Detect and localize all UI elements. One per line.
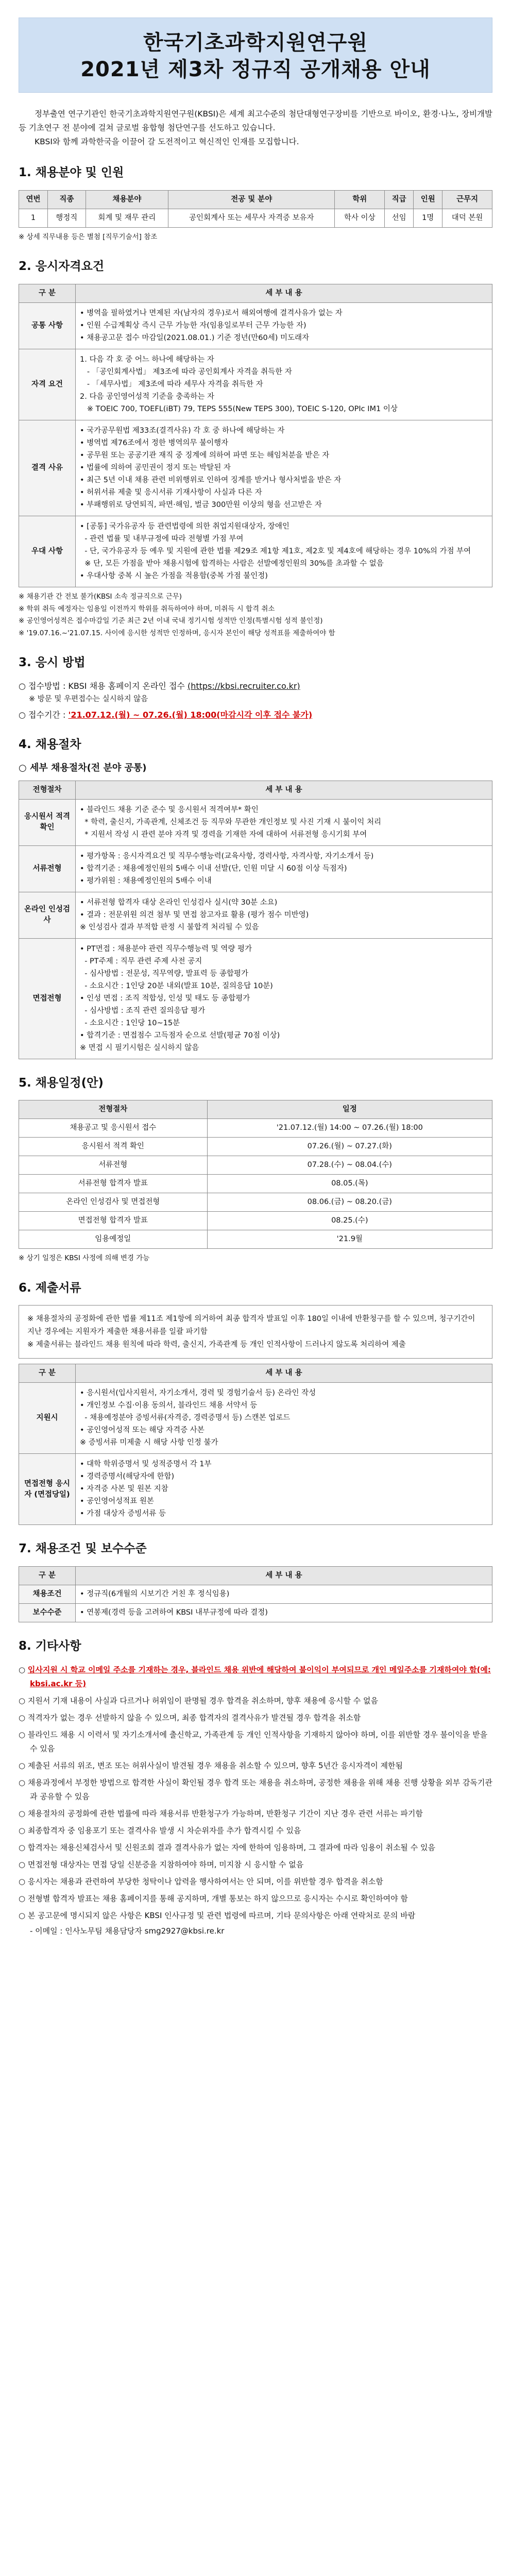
column-header: 연번: [19, 190, 48, 209]
note-line: ※ '19.07.16.~'21.07.15. 사이에 응시한 성적만 인정하며, 응시자 본인이 해당 성적표를 제출하여야 함: [19, 629, 335, 637]
column-header: 구 분: [19, 1364, 76, 1383]
row-label: 지원시: [19, 1383, 76, 1454]
detail-list: [80, 1459, 488, 1519]
list-item: • 서류전형 합격자 대상 온라인 인성검사 실시(약 30분 소요): [80, 898, 278, 907]
column-header: 근무지: [442, 190, 492, 209]
table-row: [19, 938, 492, 1059]
column-header: 전형절차: [19, 781, 76, 799]
list-item: • 병역을 필하였거나 면제된 자(남자의 경우)로서 해외여행에 결격사유가 없는 자: [80, 309, 343, 317]
table-cell: 채용공고 및 응시원서 접수: [19, 1119, 208, 1138]
table-cell: 08.05.(목): [207, 1175, 492, 1193]
list-item: - 심사방법 : 전문성, 직무역량, 발표력 등 종합평가: [80, 969, 248, 978]
row-label: 서류전형: [19, 845, 76, 892]
column-header: 전형절차: [19, 1100, 208, 1119]
table-cell: 학사 이상: [335, 209, 385, 227]
row-content: [76, 845, 492, 892]
list-item: - 관련 법률 및 내부규정에 따라 전형별 가점 부여: [80, 534, 244, 543]
table-cell: 행정직: [48, 209, 86, 227]
apply-method-label: ○ 접수방법 : KBSI 채용 홈페이지 온라인 접수: [19, 681, 185, 691]
table-cell: 1: [19, 209, 48, 227]
list-item: [19, 1759, 492, 1773]
row-label: 면접전형: [19, 938, 76, 1059]
list-item: - 단, 국가유공자 등 예우 및 지원에 관한 법률 제29조 제1항 제1호, 제2호 및 제4호에 해당하는 경우 10%의 가점 부여: [80, 547, 471, 555]
table-row: [19, 420, 492, 516]
apply-period-label: ○ 접수기간 :: [19, 709, 69, 720]
intro-paragraph-1: 정부출연 연구기관인 한국기초과학지원연구원(KBSI)은 세계 최고수준의 첨단대형연구장비를 기반으로 바이오, 환경·나노, 장비개발 등 기초연구 전 분야에 걸쳐 글로벌 융합형 첨단연구를 선도하고 있습니다.: [19, 109, 492, 133]
row-content: [76, 1383, 492, 1454]
list-item: • 병역법 제76조에서 정한 병역의무 불이행자: [80, 438, 229, 447]
item-emphasis: 입사지원 시 학교 이메일 주소를 기재하는 경우, 블라인드 채용 위반에 해당하여 불이익이 부여되므로 개인 메일주소를 기재하여야 함(예: kbsi.ac.kr 등): [27, 1665, 491, 1689]
other-notes-list: [19, 1663, 492, 1923]
column-header: 인원: [414, 190, 442, 209]
column-header: 전공 및 분야: [168, 190, 335, 209]
section-2-heading: 2. 응시자격요건: [19, 260, 105, 274]
table-cell: 면접전형 합격자 발표: [19, 1212, 208, 1230]
table-cell: 서류전형: [19, 1156, 208, 1175]
list-item: • [공통] 국가유공자 등 관련법령에 의한 취업지원대상자, 장애인: [80, 522, 289, 531]
list-item: [19, 1663, 492, 1691]
table-row: [19, 209, 492, 227]
list-item: • 법률에 의하여 공민권이 정지 또는 박탈된 자: [80, 463, 231, 472]
detail-list: [80, 944, 488, 1054]
item-text: ○ 본 공고문에 명시되지 않은 사항은 KBSI 인사규정 및 관련 법령에 따르며, 기타 문의사항은 아래 연락처로 문의 바람: [19, 1911, 416, 1921]
list-item: - 「공인회계사법」 제3조에 따라 공인회계사 자격을 취득한 자: [80, 367, 292, 376]
row-label: 온라인 인성검사: [19, 892, 76, 938]
table-cell: 07.26.(월) ~ 07.27.(화): [207, 1138, 492, 1156]
qualifications-table: [19, 284, 492, 587]
list-item: - 채용예정분야 증빙서류(자격증, 경력증명서 등) 스캔본 업로드: [80, 1414, 291, 1422]
column-header: 구 분: [19, 1566, 76, 1585]
contact-info: - 이메일 : 인사노무팀 채용담당자 smg2927@kbsi.re.kr: [30, 1926, 225, 1936]
table-cell: 온라인 인성검사 및 면접전형: [19, 1193, 208, 1212]
list-item: • 합격기준 : 면접점수 고득점자 순으로 선발(평균 70점 이상): [80, 1031, 280, 1040]
list-item: * 학력, 출신지, 가족관계, 신체조건 등 직무와 무관한 개인정보 및 사진 기재 시 불이익 처리: [80, 818, 382, 826]
apply-method: [19, 680, 492, 692]
item-text: ○ 최종합격자 중 임용포기 또는 결격사유 발생 시 차순위자를 추가 합격시킬 수 있음: [19, 1826, 301, 1836]
section-1-heading: 1. 채용분야 및 인원: [19, 166, 124, 180]
table-cell: 공인회계사 또는 세무사 자격증 보유자: [168, 209, 335, 227]
list-item: • PT면접 : 채용분야 관련 직무수행능력 및 역량 평가: [80, 944, 252, 953]
row-label: 면접전형 응시자 (면접당일): [19, 1454, 76, 1525]
section-8-heading: 8. 기타사항: [19, 1639, 81, 1653]
list-item: • 경력증명서(해당자에 한함): [80, 1472, 175, 1481]
list-item: • 공인영어성적 또는 해당 자격증 사본: [80, 1426, 205, 1435]
title-banner: [19, 18, 492, 93]
condition-row: [19, 1603, 492, 1622]
conditions-table: [19, 1566, 492, 1622]
item-text: ○ 블라인드 채용 시 이력서 및 자기소개서에 출신학교, 가족관계 등 개인 인적사항을 기재하지 않아야 하며, 이를 위반할 경우 불이익을 받을 수 있음: [19, 1730, 488, 1754]
detail-list: [80, 521, 488, 582]
list-item: • 국가공무원법 제33조(결격사유) 각 호 중 하나에 해당하는 자: [80, 426, 285, 435]
list-item: [19, 1875, 492, 1889]
list-item: [19, 1776, 492, 1804]
schedule-row: [19, 1193, 492, 1212]
list-item: • 허위서류 제출 및 응시서류 기재사항이 사실과 다른 자: [80, 488, 262, 497]
documents-notice-box: [19, 1305, 492, 1359]
list-item: [19, 1728, 492, 1756]
detail-list: [80, 1388, 488, 1448]
apply-method-note: ※ 방문 및 우편접수는 실시하지 않음: [29, 694, 148, 703]
row-content: [76, 349, 492, 420]
procedure-table: [19, 781, 492, 1059]
box-line: ※ 채용절차의 공정화에 관한 법률 제11조 제1항에 의거하여 최종 합격자 발표일 이후 180일 이내에 반환청구를 할 수 있으며, 청구기간이 지난 경우에는 지원자가 제출한 채용서류를 일괄 파기함: [27, 1315, 475, 1336]
list-item: - 심사방법 : 조직 관련 질의응답 평가: [80, 1006, 206, 1015]
list-item: • 우대사항 중복 시 높은 가점을 적용함(중복 가점 불인정): [80, 572, 268, 580]
section-3-heading: 3. 응시 방법: [19, 656, 86, 670]
row-label: 자격 요건: [19, 349, 76, 420]
list-item: ※ 단, 모든 가점을 받아 채용시험에 합격하는 사람은 선발예정인원의 30%를 초과할 수 없음: [80, 559, 384, 568]
schedule-row: [19, 1230, 492, 1249]
row-content: [76, 799, 492, 845]
row-content: [76, 302, 492, 349]
section-5-heading: 5. 채용일정(안): [19, 1076, 104, 1090]
row-content: • 연봉제(경력 등을 고려하여 KBSI 내부규정에 따라 결정): [76, 1603, 492, 1622]
item-text: ○ 합격자는 채용신체검사서 및 신원조회 결과 결격사유가 없는 자에 한하여 임용하며, 그 결과에 따라 임용이 취소될 수 있음: [19, 1843, 435, 1853]
schedule-row: [19, 1175, 492, 1193]
table-cell: 응시원서 적격 확인: [19, 1138, 208, 1156]
schedule-table: [19, 1100, 492, 1249]
list-item: • 자격증 사본 및 원본 지참: [80, 1485, 168, 1494]
note-line: ※ 공인영어성적은 접수마감일 기준 최근 2년 이내 국내 정기시험 성적만 인정(특별시험 성적 불인정): [19, 617, 323, 625]
table-cell: 서류전형 합격자 발표: [19, 1175, 208, 1193]
column-header: 직급: [385, 190, 414, 209]
list-item: • 합격기준 : 채용예정인원의 5배수 이내 선발(단, 인원 미달 시 60점 이상 득점자): [80, 864, 347, 873]
table-cell: 임용예정일: [19, 1230, 208, 1249]
list-item: • 개인정보 수집·이용 동의서, 블라인드 채용 서약서 등: [80, 1401, 258, 1410]
list-item: ※ TOEIC 700, TOEFL(iBT) 79, TEPS 555(New TEPS 300), TOEIC S-120, OPIc IM1 이상: [80, 404, 398, 413]
table-row: [19, 1383, 492, 1454]
column-header: 채용분야: [86, 190, 168, 209]
title-line2: 2021년 제3차 정규직 공개채용 안내: [80, 58, 431, 81]
list-item: [19, 1858, 492, 1872]
list-item: • 결과 : 전문위원 의견 첨부 및 면접 참고자료 활용 (평가 점수 미반영): [80, 910, 309, 919]
table-row: [19, 845, 492, 892]
list-item: - 「세무사법」 제3조에 따라 세무사 자격을 취득한 자: [80, 380, 263, 388]
section-4-heading: 4. 채용절차: [19, 738, 81, 752]
table-row: [19, 302, 492, 349]
note-line: ※ 학위 취득 예정자는 임용일 이전까지 학위를 취득하여야 하며, 미취득 시 합격 취소: [19, 604, 275, 613]
list-item: ※ 증빙서류 미제출 시 해당 사항 인정 불가: [80, 1438, 218, 1447]
item-text: ○ 면접전형 대상자는 면접 당일 신분증을 지참하여야 하며, 미지참 시 응시할 수 없음: [19, 1860, 304, 1870]
list-item: * 지원서 작성 시 관련 분야 자격 및 경력을 기재한 자에 대하여 서류전형 응시기회 부여: [80, 830, 367, 839]
list-item: [19, 1909, 492, 1923]
list-item: - 소요시간 : 1인당 10~15분: [80, 1019, 180, 1027]
list-item: 1. 다음 각 호 중 어느 하나에 해당하는 자: [80, 355, 214, 364]
item-text: ○: [19, 1665, 28, 1675]
row-content: [76, 938, 492, 1059]
table-cell: '21.9월: [207, 1230, 492, 1249]
column-header: 학위: [335, 190, 385, 209]
detail-list: [80, 897, 488, 933]
row-content: [76, 516, 492, 587]
list-item: [19, 1824, 492, 1838]
section-5-note: ※ 상기 일정은 KBSI 사정에 의해 변경 가능: [19, 1254, 150, 1263]
list-item: • 인원 수급계획상 즉시 근무 가능한 자(임용일로부터 근무 가능한 자): [80, 321, 306, 330]
column-header: 세 부 내 용: [76, 284, 492, 302]
table-cell: 1명: [414, 209, 442, 227]
intro-paragraph-2: KBSI와 함께 과학한국을 이끌어 갈 도전적이고 혁신적인 인재를 모집합니다.: [35, 137, 299, 147]
apply-period: [19, 709, 492, 721]
list-item: • 응시원서(입사지원서, 자기소개서, 경력 및 경험기술서 등) 온라인 작성: [80, 1389, 316, 1398]
item-text: ○ 전형별 합격자 발표는 채용 홈페이지를 통해 공지하며, 개별 통보는 하지 않으므로 응시자는 수시로 확인하여야 함: [19, 1894, 408, 1904]
positions-table: [19, 190, 492, 228]
row-label: 보수수준: [19, 1603, 76, 1622]
box-line: ※ 제출서류는 블라인드 채용 원칙에 따라 학력, 출신지, 가족관계 등 개인 인적사항이 드러나지 않도록 처리하여 제출: [27, 1340, 406, 1349]
detail-list: [80, 805, 488, 840]
list-item: • 인성 면접 : 조직 적합성, 인성 및 태도 등 종합평가: [80, 994, 250, 1003]
list-item: [19, 1841, 492, 1855]
detail-list: [80, 354, 488, 415]
list-item: [19, 1892, 492, 1906]
row-content: [76, 420, 492, 516]
list-item: [19, 1711, 492, 1725]
table-cell: 07.28.(수) ~ 08.04.(수): [207, 1156, 492, 1175]
row-content: [76, 892, 492, 938]
column-header: 구 분: [19, 284, 76, 302]
row-label: 공통 사항: [19, 302, 76, 349]
item-text: ○ 지원서 기재 내용이 사실과 다르거나 허위임이 판명될 경우 합격을 취소하며, 향후 채용에 응시할 수 없음: [19, 1696, 378, 1706]
item-text: ○ 채용절차의 공정화에 관한 법률에 따라 채용서류 반환청구가 가능하며, 반환청구 기간이 지난 경우 관련 서류는 파기함: [19, 1809, 423, 1819]
table-row: [19, 799, 492, 845]
section-2-notes: [19, 591, 492, 639]
column-header: 세 부 내 용: [76, 1364, 492, 1383]
note-line: ※ 채용기관 간 전보 불가(KBSI 소속 정규직으로 근무): [19, 592, 182, 601]
column-header: 일정: [207, 1100, 492, 1119]
list-item: • 가점 대상자 증빙서류 등: [80, 1510, 166, 1518]
column-header: 세 부 내 용: [76, 781, 492, 799]
title-line1: 한국기초과학지원연구원: [143, 31, 368, 55]
section-4-subheading: ○ 세부 채용절차(전 분야 공통): [19, 762, 147, 774]
list-item: • 채용공고문 접수 마감일(2021.08.01.) 기준 정년(만60세) 미도래자: [80, 333, 310, 342]
list-item: - 소요시간 : 1인당 20분 내외(발표 10분, 질의응답 10분): [80, 981, 273, 990]
table-row: [19, 516, 492, 587]
table-cell: '21.07.12.(월) 14:00 ~ 07.26.(월) 18:00: [207, 1119, 492, 1138]
list-item: • 공무원 또는 공공기관 재직 중 징계에 의하여 파면 또는 해임처분을 받은 자: [80, 451, 330, 460]
section-6-heading: 6. 제출서류: [19, 1281, 81, 1295]
schedule-row: [19, 1119, 492, 1138]
table-cell: 08.06.(금) ~ 08.20.(금): [207, 1193, 492, 1212]
section-7-heading: 7. 채용조건 및 보수수준: [19, 1542, 147, 1556]
row-label: 우대 사항: [19, 516, 76, 587]
list-item: • 대학 학위증명서 및 성적증명서 각 1부: [80, 1460, 212, 1469]
schedule-row: [19, 1212, 492, 1230]
recruit-site-link[interactable]: (https://kbsi.recruiter.co.kr): [187, 681, 300, 691]
row-content: • 정규직(6개월의 시보기간 거친 후 정식임용): [76, 1585, 492, 1603]
list-item: ※ 면접 시 필기시험은 실시하지 않음: [80, 1043, 199, 1052]
list-item: [19, 1807, 492, 1821]
list-item: 2. 다음 공인영어성적 기준을 충족하는 자: [80, 392, 214, 401]
row-label: 응시원서 적격 확인: [19, 799, 76, 845]
item-text: ○ 채용과정에서 부정한 방법으로 합격한 사실이 확인될 경우 합격 또는 채용을 취소하며, 공정한 채용을 위해 채용 진행 상황을 외부 감독기관과 공유할 수 있음: [19, 1778, 492, 1802]
row-label: 채용조건: [19, 1585, 76, 1603]
list-item: • 공인영어성적표 원본: [80, 1497, 154, 1506]
table-row: [19, 892, 492, 938]
item-text: ○ 적격자가 없는 경우 선발하지 않을 수 있으며, 최종 합격자의 결격사유가 발견될 경우 합격을 취소함: [19, 1713, 361, 1723]
row-label: 결격 사유: [19, 420, 76, 516]
table-row: [19, 1454, 492, 1525]
table-row: [19, 349, 492, 420]
documents-table: [19, 1364, 492, 1525]
list-item: - PT주제 : 직무 관련 주제 사전 공지: [80, 957, 202, 965]
detail-list: [80, 851, 488, 887]
schedule-row: [19, 1138, 492, 1156]
list-item: ※ 인성검사 결과 부적합 판정 시 불합격 처리될 수 있음: [80, 923, 259, 931]
column-header: 세 부 내 용: [76, 1566, 492, 1585]
table-cell: 회계 및 재무 관리: [86, 209, 168, 227]
list-item: • 블라인드 채용 기준 준수 및 응시원서 적격여부* 확인: [80, 805, 259, 814]
table-cell: 대덕 본원: [442, 209, 492, 227]
schedule-row: [19, 1156, 492, 1175]
table-cell: 선임: [385, 209, 414, 227]
item-text: ○ 제출된 서류의 위조, 변조 또는 허위사실이 발견될 경우 채용을 취소할 수 있으며, 향후 5년간 응시자격이 제한됨: [19, 1761, 403, 1771]
detail-list: [80, 426, 488, 511]
table-cell: 08.25.(수): [207, 1212, 492, 1230]
section-1-note: ※ 상세 직무내용 등은 별첨 [직무기술서] 참조: [19, 232, 158, 241]
condition-row: [19, 1585, 492, 1603]
list-item: • 평가항목 : 응시자격요건 및 직무수행능력(교육사항, 경력사항, 자격사항, 자기소개서 등): [80, 852, 374, 860]
item-text: ○ 응시자는 채용과 관련하여 부당한 청탁이나 압력을 행사하여서는 안 되며, 이를 위반할 경우 합격을 취소함: [19, 1877, 383, 1887]
row-content: [76, 1454, 492, 1525]
column-header: 직종: [48, 190, 86, 209]
list-item: • 부패행위로 당연퇴직, 파면·해임, 벌금 300만원 이상의 형을 선고받은 자: [80, 500, 322, 509]
intro: [19, 107, 492, 149]
detail-list: [80, 308, 488, 344]
list-item: • 평가위원 : 채용예정인원의 5배수 이내: [80, 876, 212, 885]
list-item: [19, 1694, 492, 1708]
apply-period-value: '21.07.12.(월) ~ 07.26.(월) 18:00(마감시각 이후 접수 불가): [68, 709, 313, 720]
list-item: • 최근 5년 이내 채용 관련 비위행위로 인하여 징계를 받거나 형사처벌을 받은 자: [80, 476, 342, 484]
